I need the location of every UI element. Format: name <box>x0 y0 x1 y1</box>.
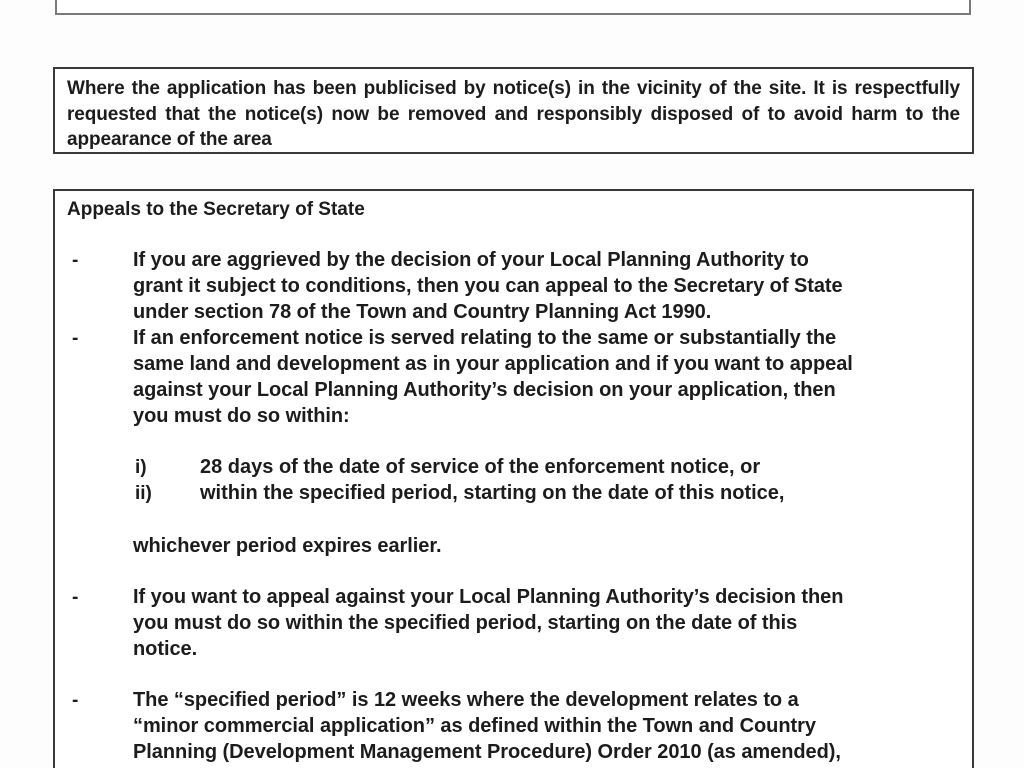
sub-item-marker-ii: ii) <box>135 483 152 504</box>
appeal-item-2-line-2: same land and development as in your application and if you want to appeal <box>133 353 853 375</box>
bullet-marker: - <box>72 250 79 271</box>
appeals-heading: Appeals to the Secretary of State <box>67 199 365 220</box>
appeal-item-3-line-3: notice. <box>133 638 198 660</box>
bullet-marker: - <box>72 690 79 711</box>
appeal-item-2-line-3: against your Local Planning Authority’s decision on your application, then <box>133 379 836 401</box>
bullet-marker: - <box>72 587 79 608</box>
notice-removal-box <box>53 67 974 154</box>
bullet-marker: - <box>72 328 79 349</box>
appeal-item-2-line-4: you must do so within: <box>133 405 350 427</box>
notice-removal-text: Where the application has been publicised by notice(s) in the vicinity of the site. It is respectfully requested that the notice(s) now be removed and responsibly disposed of to avoid harm to the appearance of the area <box>67 78 960 150</box>
previous-section-box <box>55 0 971 15</box>
appeals-box <box>53 189 974 768</box>
appeal-item-4-line-3: Planning (Development Management Procedure) Order 2010 (as amended), <box>133 741 841 763</box>
sub-item-ii-text: within the specified period, starting on the date of this notice, <box>200 482 785 504</box>
appeal-item-1-line-2: grant it subject to conditions, then you can appeal to the Secretary of State <box>133 275 843 297</box>
appeal-item-2-closing: whichever period expires earlier. <box>133 535 442 557</box>
sub-item-marker-i: i) <box>135 457 147 478</box>
appeal-item-1-line-3: under section 78 of the Town and Country Planning Act 1990. <box>133 301 712 323</box>
appeal-item-2-line-1: If an enforcement notice is served relating to the same or substantially the <box>133 327 837 349</box>
appeal-item-3-line-2: you must do so within the specified period, starting on the date of this <box>133 612 798 634</box>
appeal-item-4-line-2: “minor commercial application” as defined within the Town and Country <box>133 715 816 737</box>
appeal-item-1-line-1: If you are aggrieved by the decision of your Local Planning Authority to <box>133 249 809 271</box>
appeal-item-4-line-1: The “specified period” is 12 weeks where the development relates to a <box>133 689 799 711</box>
appeal-item-3-line-1: If you want to appeal against your Local Planning Authority’s decision then <box>133 586 844 608</box>
sub-item-i-text: 28 days of the date of service of the enforcement notice, or <box>200 456 761 478</box>
